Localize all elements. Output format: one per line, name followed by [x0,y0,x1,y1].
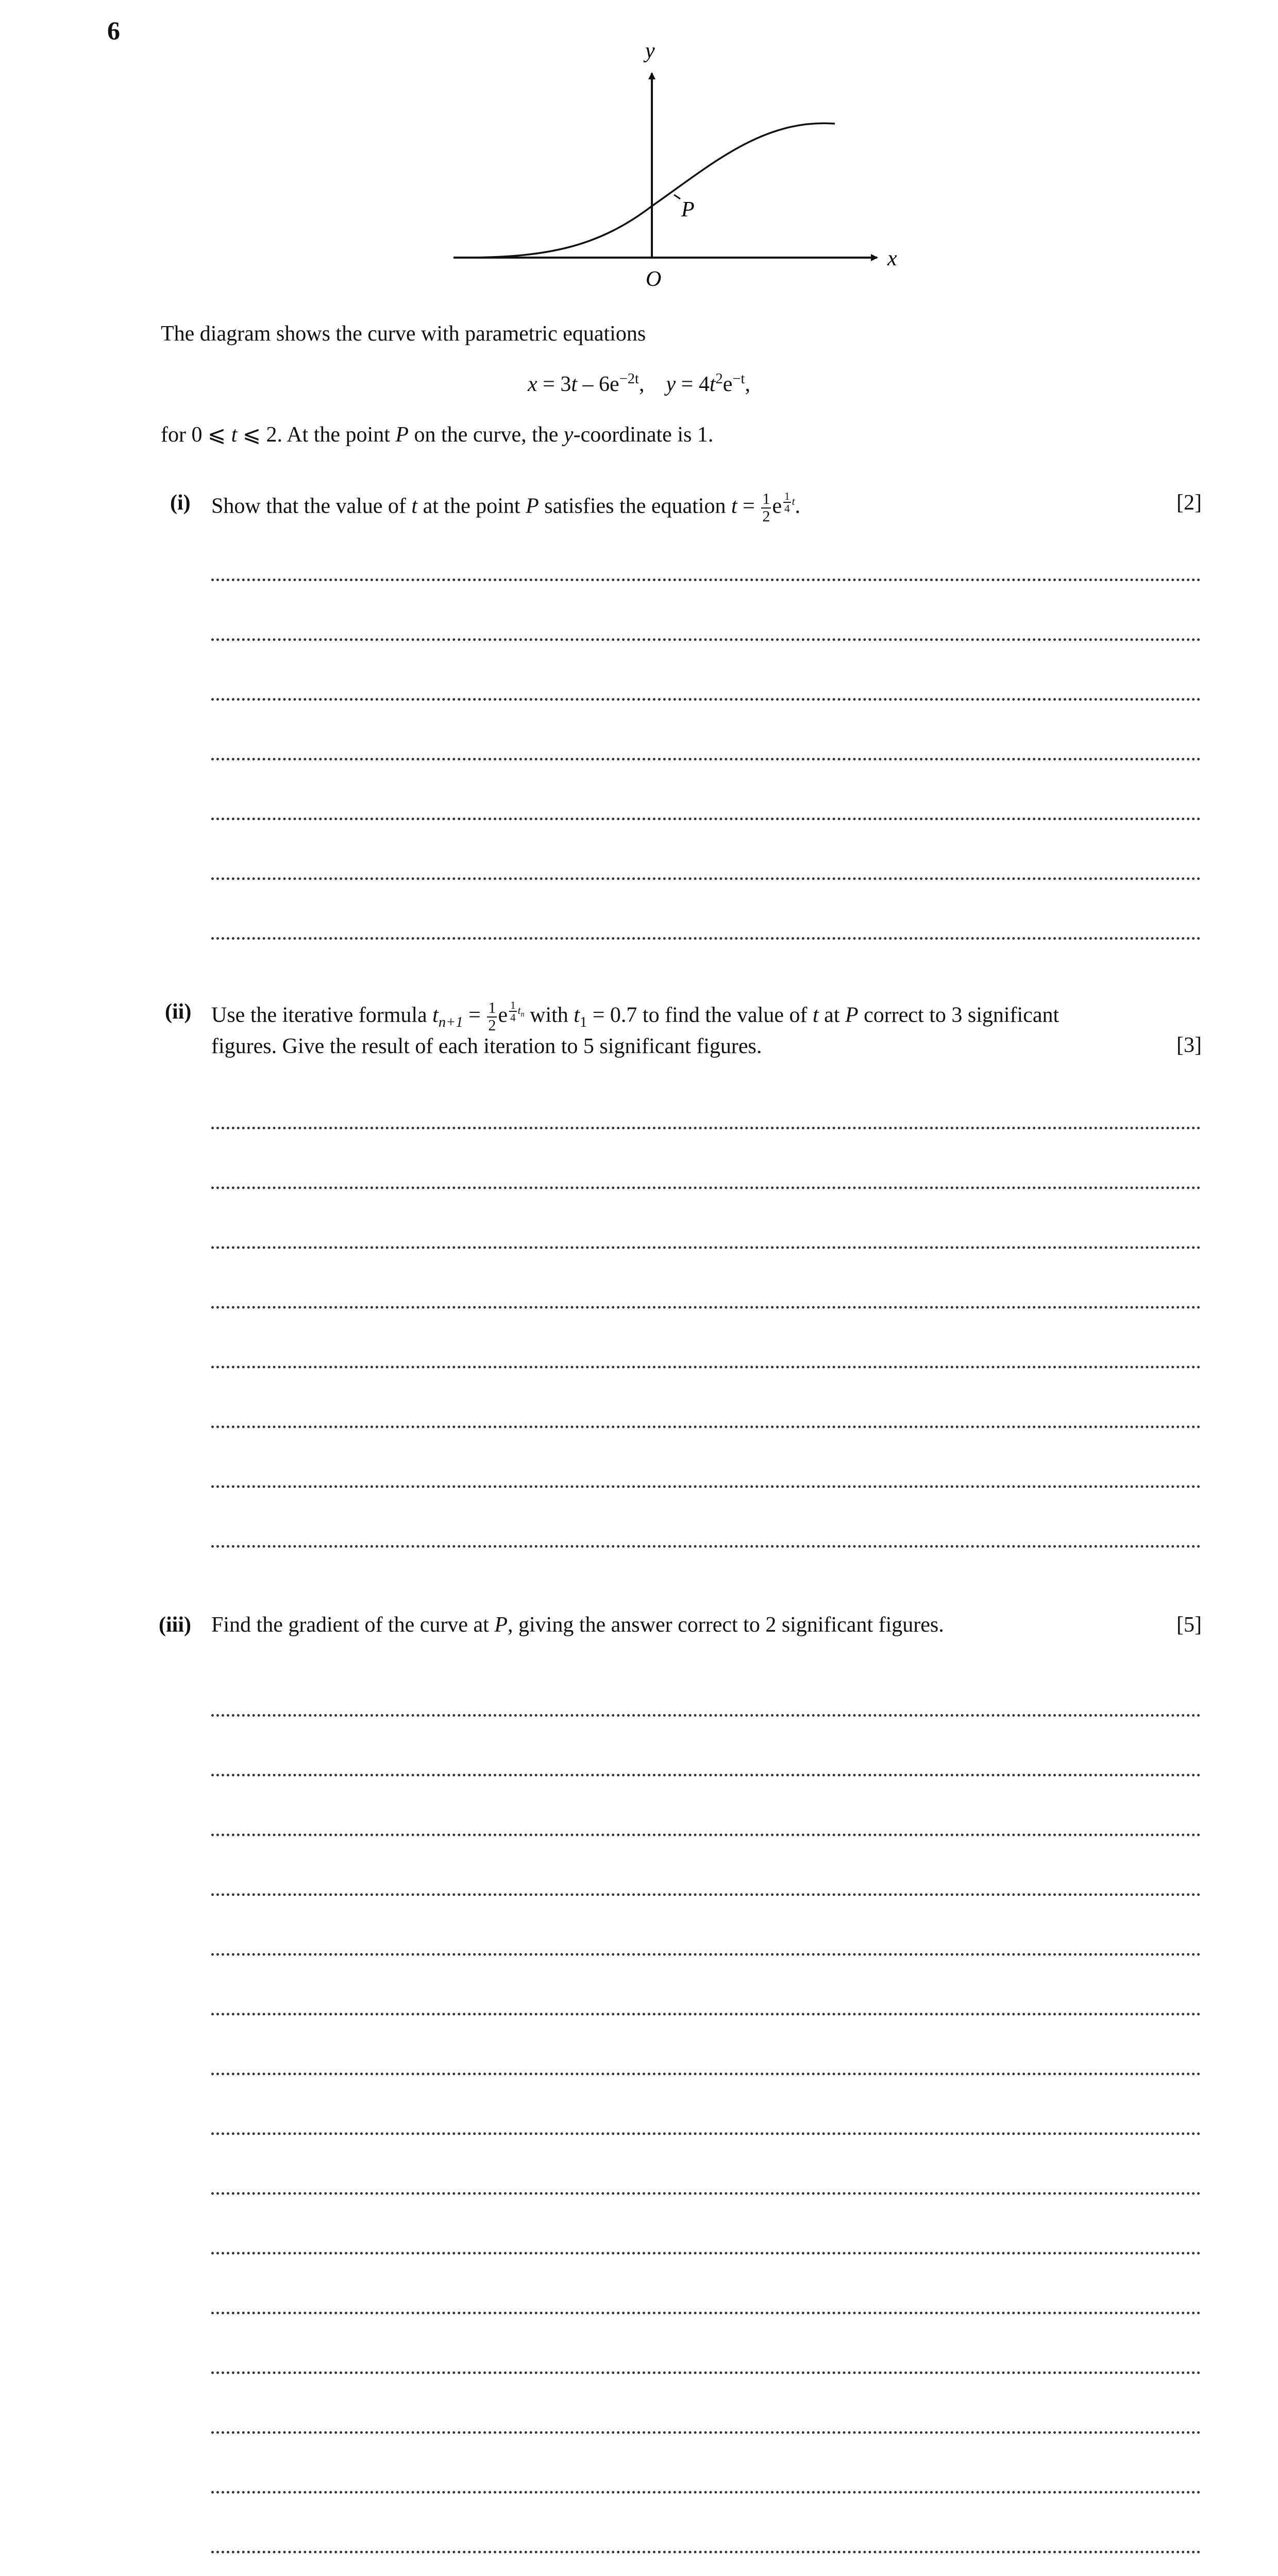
part-i-t: t [411,494,418,518]
part-ii-sub: n+1 [438,1014,463,1030]
answer-line[interactable] [211,1896,1201,1956]
answer-line[interactable] [211,2494,1201,2553]
part-ii-p: P [845,1003,859,1027]
part-ii-exp-t: t [517,1004,521,1016]
answer-line[interactable] [211,521,1201,581]
answer-line[interactable] [211,2314,1201,2374]
part-i-t2: t [731,494,737,518]
eq-y-t-power: 2 [715,371,723,387]
part-i-e: e [772,494,782,518]
answer-line[interactable] [211,2195,1201,2255]
part-ii-exponent [508,999,524,1023]
range-post: -coordinate is 1. [573,423,714,447]
part-ii-exp-sub: n [520,1010,525,1019]
part-ii-t1-sub: 1 [579,1014,587,1030]
answer-line[interactable] [211,1309,1201,1368]
eq-x-rhs-b: – 6e [577,372,619,396]
eq-y-var: y [666,372,676,396]
point-p-label: P [681,198,695,222]
answer-line[interactable] [211,641,1201,701]
range-t: t [231,423,238,447]
part-i-end: . [795,494,800,518]
part-i-exp-t: t [792,495,795,507]
part-ii-e: e [498,1003,508,1027]
answer-line[interactable] [211,2015,1201,2075]
answer-line[interactable] [211,1836,1201,1896]
part-iii-answer-area[interactable] [211,1657,1201,2576]
point-p-tick [674,195,680,199]
part-ii-at: at [818,1003,845,1027]
range-statement [161,422,713,447]
part-iii-question [211,1613,944,1637]
range-mid2: on the curve, the [409,423,564,447]
range-mid: ⩽ 2. At the point [237,423,396,447]
part-ii-t3: t [813,1003,819,1027]
range-p: P [395,423,409,447]
answer-line[interactable] [211,1956,1201,2015]
part-ii-half-den: 2 [488,1016,496,1034]
part-i-label: (i) [170,491,191,515]
answer-line[interactable] [211,1368,1201,1428]
part-i-pre: Show that the value of [211,494,412,518]
answer-line[interactable] [211,701,1201,760]
part-iii-p: P [494,1613,508,1637]
part-ii-eq: = [463,1003,486,1027]
answer-line[interactable] [211,2135,1201,2195]
part-ii-rest2: correct to 3 significant [858,1003,1060,1027]
parametric-equations [0,372,1278,397]
part-ii-exp-num: 1 [510,999,516,1011]
eq-y-exponent: −t [732,371,745,387]
part-ii-t: t [432,1003,439,1027]
eq-y-rhs-a: = 4 [676,372,710,396]
part-ii-t1: t [574,1003,580,1027]
curve-diagram-svg [443,31,907,299]
answer-line[interactable] [211,1488,1201,1548]
answer-line[interactable] [211,1070,1201,1129]
part-iii-label: (iii) [159,1613,191,1637]
answer-line[interactable] [211,2553,1201,2576]
answer-line[interactable] [211,2255,1201,2314]
eq-y-rhs-b: e [722,372,733,396]
part-i-half [761,491,771,524]
answer-line[interactable] [211,581,1201,641]
answer-line[interactable] [211,1189,1201,1249]
part-ii-with: with [524,1003,574,1027]
answer-line[interactable] [211,820,1201,880]
answer-line[interactable] [211,2075,1201,2135]
eq-end: , [745,372,750,396]
answer-line[interactable] [211,1428,1201,1488]
part-i-exponent [782,490,795,514]
part-i-exp-num: 1 [784,490,790,502]
eq-x-rhs-a: = 3 [537,372,571,396]
part-ii-answer-area[interactable] [211,1070,1201,1548]
eq-separator: , [639,372,645,396]
range-pre: for 0 ⩽ [161,423,231,447]
eq-x-t: t [571,372,578,396]
part-i-exp-den: 4 [784,502,790,515]
answer-line[interactable] [211,760,1201,820]
part-iii-pre: Find the gradient of the curve at [211,1613,495,1637]
part-i-p: P [526,494,539,518]
range-y: y [563,423,574,447]
part-i-mid2: satisfies the equation [539,494,731,518]
part-ii-rest: = 0.7 to find the value of [587,1003,813,1027]
origin-label: O [646,267,662,291]
part-iii-post: , giving the answer correct to 2 significant figures. [507,1613,944,1637]
part-i-half-num: 1 [762,490,770,508]
y-axis-label: y [645,39,655,63]
part-ii-label: (ii) [165,1000,192,1024]
curve-diagram [443,31,907,299]
answer-line[interactable] [211,1776,1201,1836]
part-i-mid: at the point [417,494,526,518]
part-i-marks: [2] [1176,491,1202,515]
intro-text: The diagram shows the curve with parametric equations [161,322,646,346]
answer-line[interactable] [211,1129,1201,1189]
answer-line[interactable] [211,1657,1201,1717]
answer-line[interactable] [211,880,1201,940]
part-ii-half-num: 1 [488,999,496,1017]
answer-line[interactable] [211,2434,1201,2494]
x-axis-label: x [887,247,897,270]
parametric-curve [464,123,835,258]
answer-line[interactable] [211,1249,1201,1309]
part-i-half-den: 2 [762,507,770,525]
part-ii-marks: [3] [1176,1033,1202,1057]
part-ii-line-1 [211,999,1221,1034]
eq-x-exponent: −2t [619,371,639,387]
part-i-question [211,490,800,525]
part-ii-pre: Use the iterative formula [211,1003,433,1027]
eq-y-t: t [709,372,716,396]
part-ii-line-2: figures. Give the result of each iteration to 5 significant figures. [211,1034,762,1058]
part-iii-marks: [5] [1176,1613,1202,1637]
part-ii-half [487,1000,497,1033]
page-number: 6 [107,16,120,45]
part-i-answer-area[interactable] [211,521,1201,940]
part-i-eq: = [737,494,761,518]
eq-x-var: x [528,372,537,396]
part-ii-exp-den: 4 [510,1011,516,1024]
answer-line[interactable] [211,1717,1201,1776]
part-ii-question [211,999,1221,1059]
answer-line[interactable] [211,2374,1201,2434]
